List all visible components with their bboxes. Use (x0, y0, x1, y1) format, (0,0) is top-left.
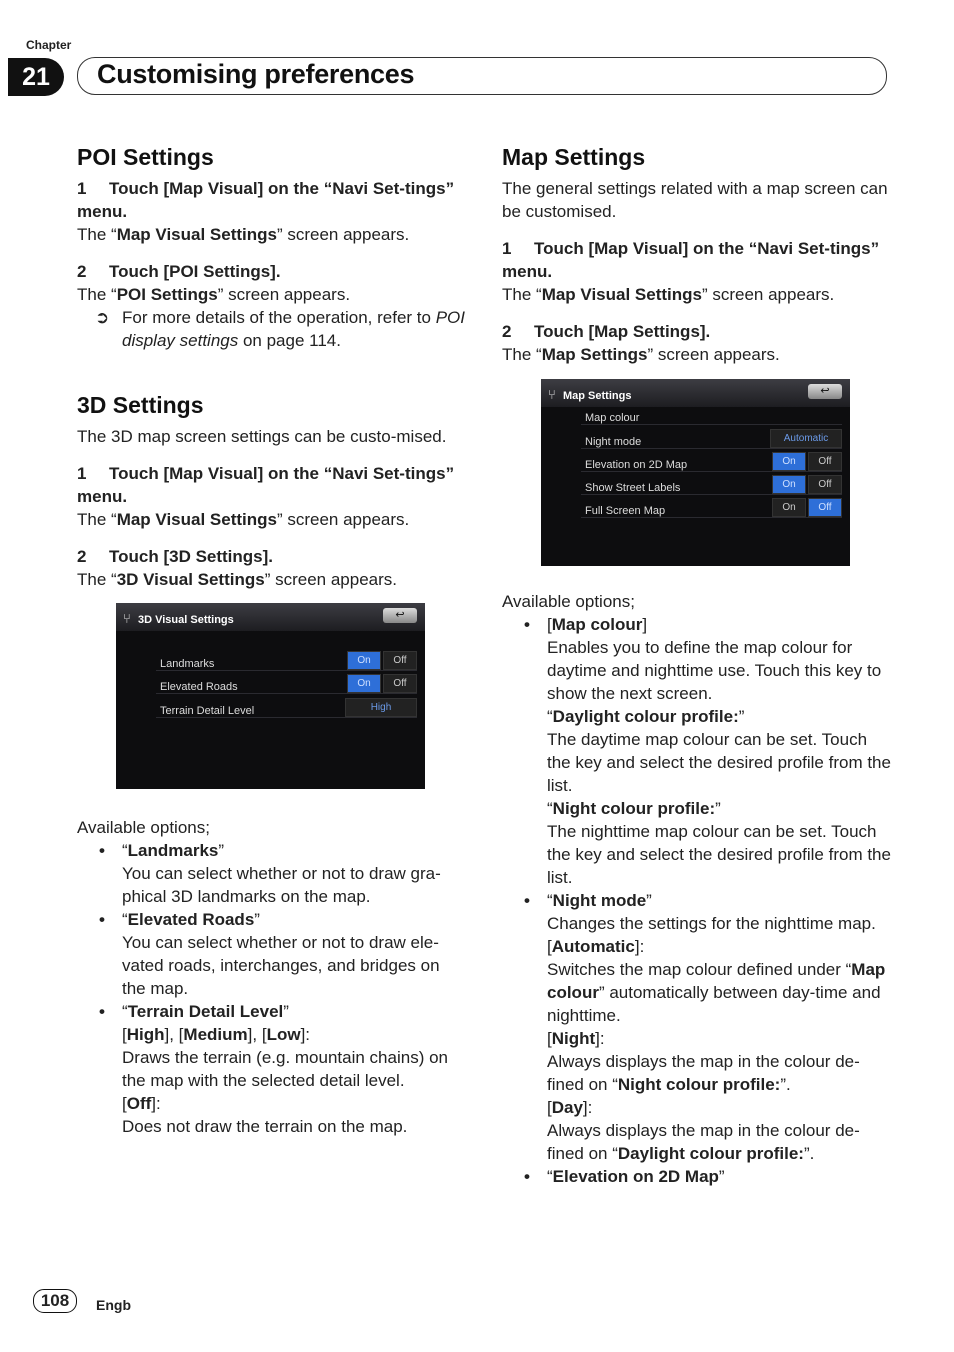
option-description: Always displays the map in the colour de-fined on “Daylight colour profile:”. (547, 1121, 860, 1163)
map-intro: The general settings related with a map screen can be customised. (502, 179, 888, 221)
left-column (77, 142, 467, 1138)
map-step-2: 2 Touch [Map Settings]. (502, 322, 711, 341)
chapter-number: 21 (8, 58, 64, 96)
map-available-options: Available options; (502, 592, 635, 611)
map-step-2-result: The “Map Settings” screen appears. (502, 345, 780, 364)
list-item: • “Elevation on 2D Map” (502, 1165, 894, 1188)
poi-settings-section (77, 142, 467, 352)
3d-settings-section (77, 390, 467, 1138)
right-column (502, 142, 894, 1188)
option-subtitle: “Daylight colour profile:” (547, 707, 745, 726)
on-button[interactable]: On (772, 498, 806, 517)
screen-row-street-labels: Show Street Labels On Off (581, 474, 842, 495)
list-item: • “Night mode” (502, 889, 894, 912)
screen-row-map-colour[interactable]: Map colour (581, 404, 842, 425)
language-code: Engb (96, 1297, 131, 1313)
settings-fork-icon: ⑂ (123, 611, 131, 626)
3d-step-1: 1 Touch [Map Visual] on the “Navi Set-tings” menu. (77, 464, 455, 506)
map-step-1: 1 Touch [Map Visual] on the “Navi Set-tings” menu. (502, 239, 880, 281)
arrow-icon: ➲ (95, 308, 110, 327)
list-item: • “Elevated Roads” (77, 908, 467, 931)
option-description: You can select whether or not to draw ele-vated roads, interchanges, and bridges on the map. (122, 933, 440, 998)
list-item: • “Terrain Detail Level” (77, 1000, 467, 1023)
chapter-label: Chapter (26, 38, 72, 52)
off-button[interactable]: Off (383, 674, 417, 693)
list-item: • [Map colour] (502, 613, 894, 636)
screen-row-elevation-2d: Elevation on 2D Map On Off (581, 451, 842, 472)
page-number: 108 (33, 1289, 77, 1313)
option-description: The nighttime map colour can be set. Touch the key and select the desired profile from the list. (547, 822, 891, 887)
off-button[interactable]: Off (383, 651, 417, 670)
settings-fork-icon: ⑂ (548, 387, 556, 402)
off-button[interactable]: Off (808, 452, 842, 471)
3d-step-2: 2 Touch [3D Settings]. (77, 547, 274, 566)
poi-step-2: 2 Touch [POI Settings]. (77, 262, 281, 281)
3d-visual-settings-screenshot (116, 603, 425, 789)
poi-step-2-result: The “POI Settings” screen appears. (77, 285, 351, 304)
poi-step-1-result: The “Map Visual Settings” screen appears. (77, 225, 410, 244)
screen-row-full-screen-map: Full Screen Map On Off (581, 497, 842, 518)
chapter-title: Customising preferences (97, 59, 415, 89)
on-button[interactable]: On (347, 674, 381, 693)
mode-button[interactable]: Automatic (770, 429, 842, 448)
option-description: Enables you to define the map colour for daytime and nighttime use. Touch this key to show the next screen. (547, 638, 882, 703)
option-description: Switches the map colour defined under “Map colour” automatically between day-time and nighttime. (547, 960, 886, 1025)
poi-note: ➲ For more details of the operation, refer to POI display settings on page 114. (95, 308, 466, 350)
option-description: Always displays the map in the colour de-fined on “Night colour profile:”. (547, 1052, 860, 1094)
screen-row-elevated-roads: Elevated Roads On Off (156, 673, 417, 694)
poi-heading: POI Settings (77, 144, 214, 170)
option-description: Changes the settings for the nighttime map. (547, 914, 876, 933)
option-description: You can select whether or not to draw gra-phical 3D landmarks on the map. (122, 864, 441, 906)
on-button[interactable]: On (772, 452, 806, 471)
off-button[interactable]: Off (808, 475, 842, 494)
3d-heading: 3D Settings (77, 392, 204, 418)
3d-available-options: Available options; (77, 818, 210, 837)
back-arrow-icon[interactable]: ↩ (383, 608, 417, 623)
poi-display-settings-link[interactable]: POI display settings (122, 308, 466, 350)
3d-intro: The 3D map screen settings can be custo-mised. (77, 427, 447, 446)
option-description: Does not draw the terrain on the map. (122, 1117, 408, 1136)
screen-row-landmarks: Landmarks On Off (156, 650, 417, 671)
screen-title: 3D Visual Settings (138, 614, 234, 626)
option-values: [High], [Medium], [Low]: (122, 1025, 311, 1044)
screen-row-terrain-detail: Terrain Detail Level High (156, 697, 417, 718)
poi-step-1: 1 Touch [Map Visual] on the “Navi Set-tings” menu. (77, 179, 455, 221)
screen-title: Map Settings (563, 390, 632, 402)
screen-row-night-mode: Night mode Automatic (581, 428, 842, 449)
map-heading: Map Settings (502, 144, 646, 170)
option-subtitle: “Night colour profile:” (547, 799, 721, 818)
on-button[interactable]: On (772, 475, 806, 494)
level-button[interactable]: High (345, 698, 417, 717)
option-description: The daytime map colour can be set. Touch the key and select the desired profile from the list. (547, 730, 891, 795)
option-values: [Day]: (547, 1098, 593, 1117)
3d-step-2-result: The “3D Visual Settings” screen appears. (77, 570, 397, 589)
list-item: • “Landmarks” (77, 839, 467, 862)
option-description: Draws the terrain (e.g. mountain chains) on the map with the selected detail level. (122, 1048, 448, 1090)
map-settings-screenshot (541, 379, 850, 566)
map-step-1-result: The “Map Visual Settings” screen appears. (502, 285, 835, 304)
back-arrow-icon[interactable]: ↩ (808, 384, 842, 399)
option-values: [Automatic]: (547, 937, 645, 956)
option-values: [Off]: (122, 1094, 161, 1113)
option-values: [Night]: (547, 1029, 605, 1048)
3d-step-1-result: The “Map Visual Settings” screen appears. (77, 510, 410, 529)
map-settings-section (502, 142, 894, 1188)
on-button[interactable]: On (347, 651, 381, 670)
off-button[interactable]: Off (808, 498, 842, 517)
